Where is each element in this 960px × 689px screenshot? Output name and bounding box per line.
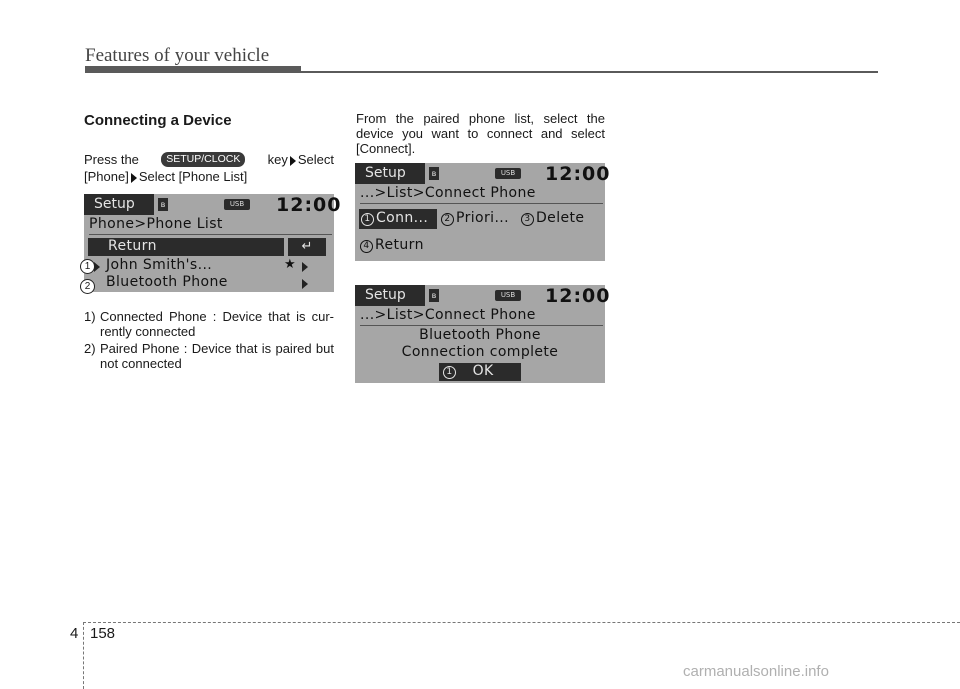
callout-2: 2 [80,279,95,294]
arrow-right-icon [290,156,296,166]
screen-breadcrumb: ...>List>Connect Phone [360,307,536,323]
connect-button-content: 1 Conn... [361,210,428,226]
return-label: Return [108,238,157,254]
screen-divider [89,234,332,235]
screen-clock: 12:00 [545,163,611,185]
instr-phone: [Phone] [84,169,129,184]
paired-phone-item-1[interactable]: John Smith's... [106,257,213,273]
list-item [84,341,334,371]
header-rule [85,71,878,73]
ok-button[interactable] [439,363,521,381]
screen-setup-tab: Setup [355,285,425,306]
paired-phone-item-2[interactable]: Bluetooth Phone [106,274,228,290]
section-title: Connecting a Device [84,112,232,129]
screen-breadcrumb: ...>List>Connect Phone [360,185,536,201]
screen-connect-menu [355,163,611,261]
bluetooth-icon: ʙ [429,289,439,302]
instructions [84,151,334,185]
screen-status-bar [84,194,342,216]
instr-key: key [267,152,288,167]
note-text: Paired Phone : Device that is paired but not connected [100,341,334,371]
return-row[interactable] [88,238,284,256]
ok-button-content: 1 OK [443,363,494,379]
usb-icon: USB [495,290,521,301]
chapter-number: 4 [70,625,79,642]
page-number: 158 [90,625,116,642]
screen-connection-complete [355,285,611,383]
screen-setup-tab: Setup [355,163,425,184]
setup-clock-key-badge: SETUP/CLOCK [161,152,245,167]
usb-icon: USB [224,199,250,210]
screen-clock: 12:00 [545,285,611,307]
priority-button[interactable]: 2 Priori... [441,210,509,226]
note-text: Connected Phone : Device that is cur-rently connected [100,309,334,339]
page-header-title: Features of your vehicle [85,45,270,66]
arrow-right-icon [131,173,137,183]
arrow-right-icon [302,262,308,272]
screen-status-bar [355,163,611,185]
screen-divider [360,203,603,204]
instr-select-phone-list: Select [Phone List] [138,169,248,184]
instr-select: Select [297,152,334,167]
arrow-right-icon [302,279,308,289]
bluetooth-icon: ʙ [429,167,439,180]
note-number: 2) [84,341,96,356]
instr-press: Press the [84,152,139,167]
connection-status: Connection complete [401,344,559,360]
back-icon[interactable]: ↵ [288,238,326,256]
connect-paragraph: From the paired phone list, select the device you want to connect and select [Connect]. [356,111,605,156]
screen-breadcrumb: Phone>Phone List [89,216,223,232]
connect-button[interactable] [359,209,437,229]
screen-clock: 12:00 [276,194,342,216]
footer-rule [83,622,960,623]
callout-1: 1 [80,259,95,274]
screen-phone-list [84,194,342,292]
note-number: 1) [84,309,96,324]
delete-button[interactable]: 3 Delete [521,210,584,226]
return-button[interactable]: 4 Return [360,237,424,253]
footer-divider [83,622,84,689]
watermark-text: carmanualsonline.info [683,663,829,680]
screen-setup-tab: Setup [84,194,154,215]
device-name: Bluetooth Phone [419,327,541,343]
usb-icon: USB [495,168,521,179]
list-item [84,309,334,339]
bluetooth-icon: ʙ [158,198,168,211]
screen-divider [360,325,603,326]
star-icon: ★ [284,257,297,272]
notes-list [84,309,334,373]
screen-status-bar [355,285,611,307]
